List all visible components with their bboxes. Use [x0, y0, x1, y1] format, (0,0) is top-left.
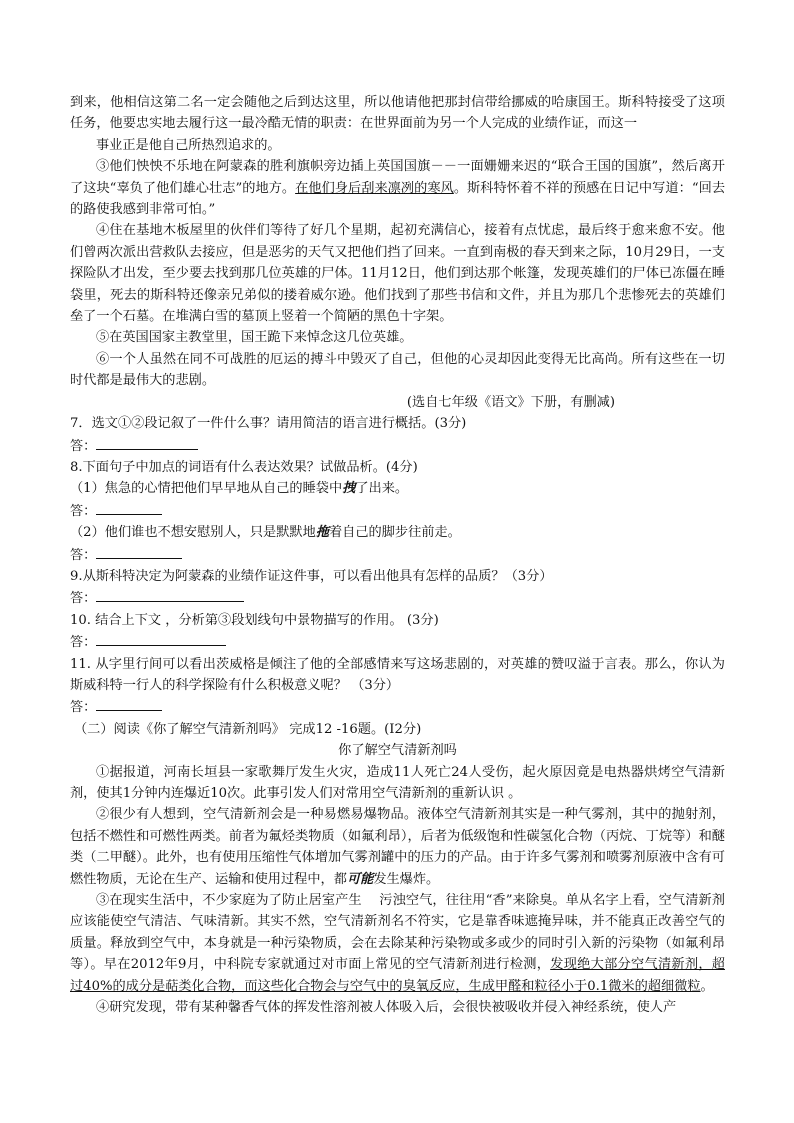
question-8-1: （1）焦急的心情把他们早早地从自己的睡袋中拽了出来。: [70, 481, 409, 497]
answer-line-8-1: 答：: [70, 500, 725, 522]
underlined-sentence: 发现绝大部分空气清新剂，超过40%的成分是萜类化合物，而这些化合物会与空气中的臭氧反应，生成甲醛和粒径小于0.1微米的超细微粒: [70, 957, 725, 994]
dotted-word: 可能: [346, 871, 374, 887]
article-paragraph-3: ③在现实生活中，不少家庭为了防止居室产生 污浊空气，往往用“香”来除臭。单从名字上看，空气清新剂应该能使空气清洁、气味清新。其实不然，空气清新剂名不符实，它是靠香味遮掩异味，并不能真正改善空气的质量。释放到空气中，本身就是一种污染物质，会在去除某种污染物或多或少的同时引入新的污染物（如氟利昂等）。早在2012年9月，中科院专家就通过对市面上常见的空气清新剂进行检测，发现绝大部分空气清新剂，超过40%的成分是萜类化合物，而这些化合物会与空气中的臭氧反应，生成甲醛和粒径小于0.1微米的超细微粒。: [70, 893, 725, 994]
question-9: 9.从斯科特决定为阿蒙森的业绩作证这件事，可以看出他具有怎样的品质？（3分）: [70, 568, 553, 584]
question-8: 8.下面句子中加点的词语有什么表达效果？试做品析。(4分): [70, 459, 418, 475]
question-11: 11. 从字里行间可以看出茨威格是倾注了他的全部感情来写这场悲剧的，对英雄的赞叹溢于言表。那么，你认为斯威科特一行人的科学探险有什么积极意义呢？ （3分）: [70, 656, 725, 693]
answer-line-7: 答：: [70, 435, 725, 457]
passage-continuation: 到来，他相信这第二名一定会随他之后到达这里，所以他请他把那封信带给挪威的哈康国王。斯科特接受了这项任务，他要忠实地去履行这一最冷酷无情的职责：在世界面前为另一个人完成的业绩作证，而这一: [70, 95, 725, 132]
answer-blank[interactable]: [96, 500, 162, 515]
part2-intro: （二）阅读《你了解空气清新剂吗》 完成12 -16题。(I2分): [74, 721, 422, 737]
answer-blank[interactable]: [96, 587, 244, 602]
answer-blank[interactable]: [96, 631, 226, 646]
paragraph-6: ⑥一个人虽然在同不可战胜的厄运的搏斗中毁灭了自己，但他的心灵却因此变得无比高尚。所有这些在一切时代都是最伟大的悲剧。: [70, 351, 725, 389]
dotted-word: 拽: [342, 481, 356, 497]
underlined-sentence: 在他们身后刮来凛冽的寒风: [295, 180, 454, 196]
article-paragraph-4: ④研究发现，带有某种馨香气体的挥发性溶剂被人体吸入后，会很快被吸收并侵入神经系统，使人产: [96, 1000, 677, 1016]
answer-blank[interactable]: [96, 435, 198, 450]
paragraph-4: ④住在基地木板屋里的伙伴们等待了好几个星期，起初充满信心，接着有点忧虑，最后终于愈来愈不安。他们曾两次派出营救队去接应，但是恶劣的天气又把他们挡了回来。一直到南极的春天到来之际，10月29日，一支探险队才出发，至少要去找到那几位英雄的尸体。11月12日，他们到达那个帐篷，发现英雄们的尸体已冻僵在睡袋里，死去的斯科特还像亲兄弟似的搂着威尔逊。他们找到了那些书信和文件，并且为那几个悲惨死去的英雄们垒了一个石墓。在堆满白雪的墓顶上竖着一个简陋的黑色十字架。: [70, 223, 725, 325]
paragraph-3: ③他们怏怏不乐地在阿蒙森的胜利旗帜旁边插上英国国旗－－一面姗姗来迟的“联合王国的国旗”，然后离开了这块“辜负了他们雄心壮志”的地方。在他们身后刮来凛冽的寒风。斯科特怀着不祥的预感在日记中写道：“回去的路使我感到非常可怕。”: [70, 159, 726, 218]
document-page: [70, 92, 725, 1018]
answer-line-10: 答：: [70, 631, 725, 653]
article-paragraph-2: ②很少有人想到，空气清新剂会是一种易燃易爆物品。液体空气清新剂其实是一种气雾剂，其中的抛射剂，包括不燃性和可燃性两类。前者为氟烃类物质（如氟利昂），后者为低级饱和性碳氢化合物（丙烷、丁烷等）和醚类（二甲醚）。此外，也有使用压缩性气体增加气雾剂罐中的压力的产品。由于许多气雾剂和喷雾剂原液中含有可燃性物质，无论在生产、运输和使用过程中，都可能发生爆炸。: [70, 807, 725, 887]
answer-line-11: 答：: [70, 696, 725, 718]
article-paragraph-1: ①据报道，河南长垣县一家歌舞厅发生火灾，造成11人死亡24人受伤，起火原因竟是电热器烘烤空气清新剂，使其1分钟内连爆近10次。此事引发人们对常用空气清新剂的重新认识 。: [70, 764, 725, 801]
source-note: (选自七年级《语文》下册，有删减): [406, 394, 615, 410]
question-7: 7．选文①②段记叙了一件什么事？请用简洁的语言进行概括。(3分): [70, 416, 467, 432]
answer-blank[interactable]: [96, 544, 182, 559]
article-title: 你了解空气清新剂吗: [338, 743, 457, 759]
answer-line-9: 答：: [70, 587, 725, 609]
answer-line-8-2: 答：: [70, 544, 725, 566]
dotted-word: 拖: [315, 525, 329, 541]
answer-blank[interactable]: [96, 696, 162, 711]
question-8-2: （2）他们谁也不想安慰别人，只是默默地拖着自己的脚步往前走。: [70, 525, 461, 541]
question-10: 10. 结合上下文 ，分析第③段划线句中景物描写的作用。 (3分): [70, 612, 439, 628]
passage-continuation-tail: 事业正是他自己所热烈追求的。: [96, 137, 281, 153]
paragraph-5: ⑤在英国国家主教堂里，国王跪下来悼念这几位英雄。: [96, 330, 413, 346]
